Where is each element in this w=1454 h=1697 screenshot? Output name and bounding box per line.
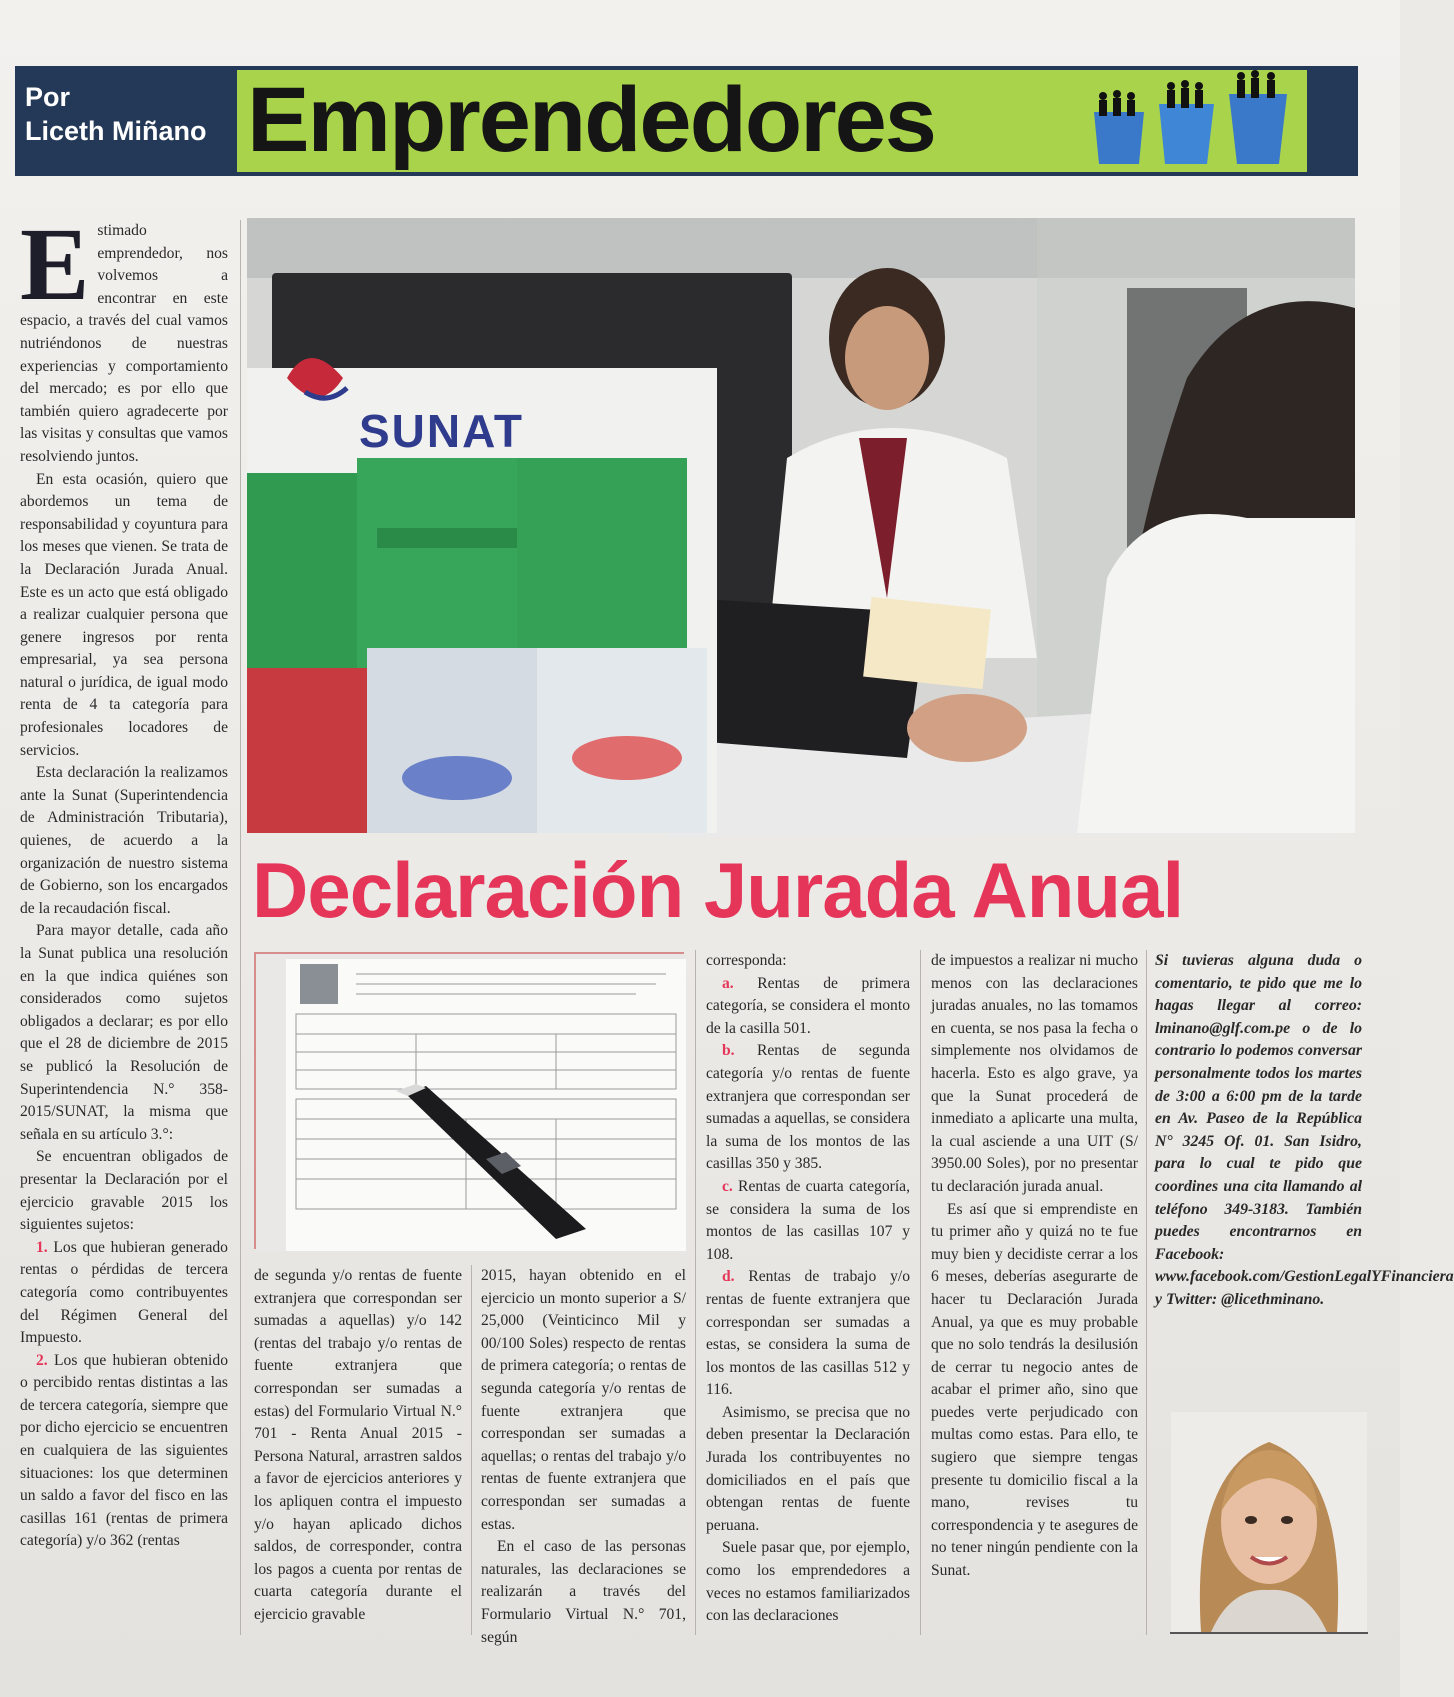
column-divider [920, 950, 921, 1635]
drop-cap: E [20, 207, 90, 322]
paragraph: En el caso de las personas naturales, las declaraciones se realizarán a través del Formulario Virtual N.° 701, según [481, 1538, 686, 1646]
tax-form-illustration [256, 954, 686, 1251]
article-headline: Declaración Jurada Anual [252, 846, 1184, 934]
list-item [706, 1176, 910, 1266]
list-number: 2. [36, 1351, 48, 1369]
paragraph: Para mayor detalle, cada año la Sunat publica una resolución en la que indica quiénes son considerados como sujetos obligados a declarar; es por ello que el 28 de diciembre de 2015 se publicó la Resolución de Superintendencia N.° 358-2015/SUNAT, la misma que señala en su artículo 3.°: [20, 922, 228, 1143]
list-item [706, 1266, 910, 1402]
column-divider [471, 1265, 472, 1635]
list-item [20, 1350, 228, 1553]
article-column-2 [254, 1265, 462, 1627]
contact-info: Si tuvieras alguna duda o comentario, te pido que me lo hagas llegar al correo: lminano@glf.com.pe o de lo contrario lo podemos conversar personalmente todos los martes de 3:00 a 6:00 pm de la tarde en Av. Paseo de la República N° 3245 Of. 01. San Isidro, para lo cual te pido que coordines una cita llamando al teléfono 349-3183. También puedes encontrarnos en Facebook: www.facebook.com/GestionLegalYFinanciera y Twitter: @licethminano. [1155, 952, 1454, 1308]
section-header [15, 66, 1358, 176]
article-column-1 [20, 207, 228, 1553]
list-item [706, 973, 910, 1041]
author-portrait-illustration [1171, 1412, 1367, 1632]
list-text: Rentas de segunda categoría y/o rentas de fuente extranjera que correspondan ser sumadas a aquellas, se considera la suma de los montos de las casillas 350 y 385. [706, 1042, 910, 1173]
intro-text: stimado emprendedor, nos volvemos a encontrar en este espacio, a través del cual vamos nutriéndonos de nuestras experiencias y comportamiento del mercado; es por ello que también quiero agradecerte por las visitas y consultas que vamos resolviendo juntos. [20, 222, 228, 465]
list-letter: c. [722, 1177, 733, 1195]
article-column-3 [481, 1265, 686, 1649]
photo-illustration [247, 218, 1355, 833]
paragraph: Asimismo, se precisa que no deben presentar la Declaración Jurada los contribuyentes no domiciliados en el país que obtengan rentas de fuente peruana. [706, 1403, 910, 1534]
column-divider [695, 950, 696, 1635]
intro-paragraph [20, 207, 228, 469]
paragraph: Esta declaración la realizamos ante la Sunat (Superintendencia de Administración Tributaria), quienes, de acuerdo a la organización de nuestro sistema de Gobierno, son los encargados de la recaudación fiscal. [20, 764, 228, 917]
paragraph: Es así que si emprendiste en tu primer año y quizá no te fue muy bien y decidiste cerrar a los 6 meses, deberías asegurarte de hacer tu Declaración Jurada Anual, ya que es muy probable que no solo tendrás la desilusión de cerrar tu negocio antes de acabar el primer año, sino que puedes verte perjudicado con multas como estas. Para ello, te sugiero que siempre tengas presente tu domicilio fiscal a la mano, revises tu correspondencia y te asegures de no tener ningún pendiente con la Sunat. [931, 1200, 1138, 1580]
paragraph: Suele pasar que, por ejemplo, como los emprendedores a veces no estamos familiarizados con las declaraciones [706, 1539, 910, 1625]
list-text: Los que hubieran obtenido o percibido rentas distintas a las de tercera categoría, siempre que por dicho ejercicio se encuentren en cualquiera de las siguientes situaciones: los que determinen un saldo a favor del fisco en las casillas 161 (rentas de primera categoría) y/o 362 (rentas [20, 1351, 228, 1550]
section-title: Emprendedores [247, 69, 935, 171]
tax-form-photo [254, 952, 684, 1249]
paragraph: En esta ocasión, quiero que abordemos un tema de responsabilidad y coyuntura para los meses que vienen. Se trata de la Declaración Jurada Anual. Este es un acto que está obligado a realizar cualquier persona que genere ingresos por renta empresarial, ya sea persona natural o jurídica, de igual modo renta de 4 ta categoría para profesionales locadores de servicios. [20, 470, 228, 759]
list-number: 1. [36, 1238, 48, 1256]
article-column-5 [931, 950, 1138, 1583]
list-item [706, 1040, 910, 1176]
list-text: Rentas de primera categoría, se considera el monto de la casilla 501. [706, 974, 910, 1037]
list-letter: b. [722, 1042, 735, 1060]
byline: Por Liceth Miñano [25, 82, 207, 146]
list-letter: d. [722, 1268, 735, 1286]
author-portrait [1171, 1412, 1367, 1632]
column-divider [1146, 950, 1147, 1635]
paragraph: corresponda: [706, 952, 787, 969]
paragraph: 2015, hayan obtenido en el ejercicio un monto superior a S/ 25,000 (Veinticinco Mil y 00/100 Soles) respecto de rentas de primera categoría; o rentas de segunda categoría y/o rentas de fuente extranjera que correspondan ser sumadas a aquellas; o rentas del trabajo y/o rentas de fuente extranjera que correspondan ser sumadas a estas. [481, 1267, 686, 1533]
column-divider [240, 220, 241, 1635]
list-text: Rentas de cuarta categoría, se considera la suma de los montos de las casillas 107 y 108. [706, 1177, 910, 1263]
sunat-office-photo [247, 218, 1355, 833]
section-band [237, 70, 1307, 172]
list-text: Rentas de trabajo y/o rentas de fuente extranjera que correspondan ser sumadas a estas, se considera la suma de los montos de las casillas 512 y 116. [706, 1268, 910, 1399]
paragraph: de impuestos a realizar ni mucho menos con las declaraciones juradas anuales, no las tomamos en cuenta, se nos pasa la fecha o simplemente nos olvidamos de hacerla. Esto es algo grave, ya que la Sunat procederá de inmediato a aplicarte una multa, la cual asciende a una UIT (S/ 3950.00 Soles), por no presentar tu declaración jurada anual. [931, 952, 1138, 1195]
business-people-icon [1089, 72, 1289, 172]
article-column-4 [706, 950, 910, 1628]
sunat-logo: SUNAT [359, 405, 525, 457]
list-letter: a. [722, 974, 734, 992]
paragraph: de segunda y/o rentas de fuente extranjera que correspondan ser sumadas a aquellas) y/o 142 (rentas del trabajo y/o rentas de fuente extranjera que correspondan ser sumadas a estas) del Formulario Virtual N.° 701 - Renta Anual 2015 - Persona Natural, arrastren saldos a favor de ejercicios anteriores y los apliquen contra el impuesto y/o hayan aplicado dichos saldos, de corresponder, contra los pagos a cuenta por rentas de cuarta categoría durante el ejercicio gravable [254, 1267, 462, 1623]
paragraph: Se encuentran obligados de presentar la Declaración por el ejercicio gravable 2015 los siguientes sujetos: [20, 1148, 228, 1234]
list-item [20, 1237, 228, 1350]
list-text: Los que hubieran generado rentas o pérdidas de tercera categoría como contribuyentes del Régimen General del Impuesto. [20, 1238, 228, 1347]
portrait-rule [1170, 1632, 1368, 1634]
